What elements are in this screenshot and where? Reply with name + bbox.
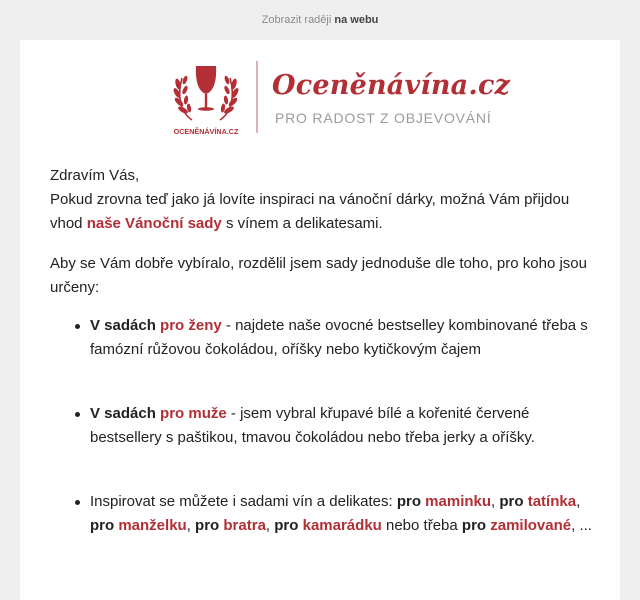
sets-brother-link[interactable]: bratra	[223, 517, 266, 534]
sets-mother-link[interactable]: maminku	[425, 493, 492, 510]
sets-women-text: - najdete naše ovocné bestselley kombinované třeba s famózní růžovou čokoládou, oříšky nebo kytičkovým čajem	[90, 317, 588, 358]
logo[interactable]	[172, 58, 511, 144]
sets-wife-link[interactable]: manželku	[118, 517, 187, 534]
sets-for-men-link[interactable]: pro muže	[160, 405, 227, 422]
sets-father-link[interactable]: tatínka	[527, 493, 577, 510]
intro-text-before: Pokud zrovna teď jako já lovíte inspiraci na vánoční dárky, možná Vám přijdou vhod	[50, 191, 570, 232]
logo-divider	[256, 61, 258, 133]
sets-bold-label: V sadách	[90, 405, 156, 422]
view-in-browser-bar	[0, 0, 640, 40]
list-item-women	[50, 314, 598, 362]
greeting: Zdravím Vás,	[50, 167, 140, 184]
pro-label: pro	[90, 517, 115, 534]
sets-friend-link[interactable]: kamarádku	[302, 517, 382, 534]
pro-label: pro	[195, 517, 220, 534]
others-or: nebo třeba	[386, 517, 458, 534]
lead-paragraph: Aby se Vám dobře vybíralo, rozdělil jsem sady jednoduše dle toho, pro koho jsou určeny:	[50, 255, 587, 296]
comma-separator: ,	[491, 493, 496, 510]
sets-bold-label: V sadách	[90, 317, 156, 334]
bullet-icon	[75, 324, 80, 329]
others-ellipsis: , ...	[571, 517, 592, 534]
comma-separator: ,	[186, 517, 191, 534]
sets-in-love-link[interactable]: zamilované	[490, 517, 572, 534]
pro-label: pro	[461, 517, 487, 534]
sets-men-text: - jsem vybral křupavé bílé a kořenité červené bestsellery s paštikou, tmavou čokoládou nebo třeba jerky a oříšky.	[90, 405, 535, 446]
list-item-others	[50, 490, 598, 538]
sets-list	[50, 314, 598, 538]
others-intro: Inspirovat se můžete i sadami vín a delikates:	[90, 493, 393, 510]
intro-paragraph	[50, 188, 598, 236]
email-card	[20, 40, 620, 600]
comma-separator: ,	[265, 517, 271, 534]
intro-text-after: s vínem a delikatesami.	[225, 215, 383, 232]
bullet-icon	[75, 500, 80, 505]
wine-glass-laurel-icon	[172, 58, 240, 138]
brand-tagline: PRO RADOST Z OBJEVOVÁNÍ	[275, 110, 492, 126]
pro-label: pro	[499, 493, 524, 510]
view-in-browser-link[interactable]: na webu	[334, 14, 379, 26]
comma-separator: ,	[576, 493, 581, 510]
view-in-browser-prefix: Zobrazit raději	[261, 14, 332, 26]
christmas-sets-link[interactable]: naše Vánoční sady	[86, 215, 222, 232]
sets-for-women-link[interactable]: pro ženy	[160, 317, 222, 334]
pro-label: pro	[396, 493, 421, 510]
bullet-icon	[75, 412, 80, 417]
brand-name: Oceněnávína.cz	[272, 70, 511, 101]
email-body	[50, 164, 598, 538]
pro-label: pro	[274, 517, 299, 534]
list-item-men	[50, 402, 598, 450]
emblem-text: OCENĚNÁVÍNA.CZ	[173, 127, 239, 136]
